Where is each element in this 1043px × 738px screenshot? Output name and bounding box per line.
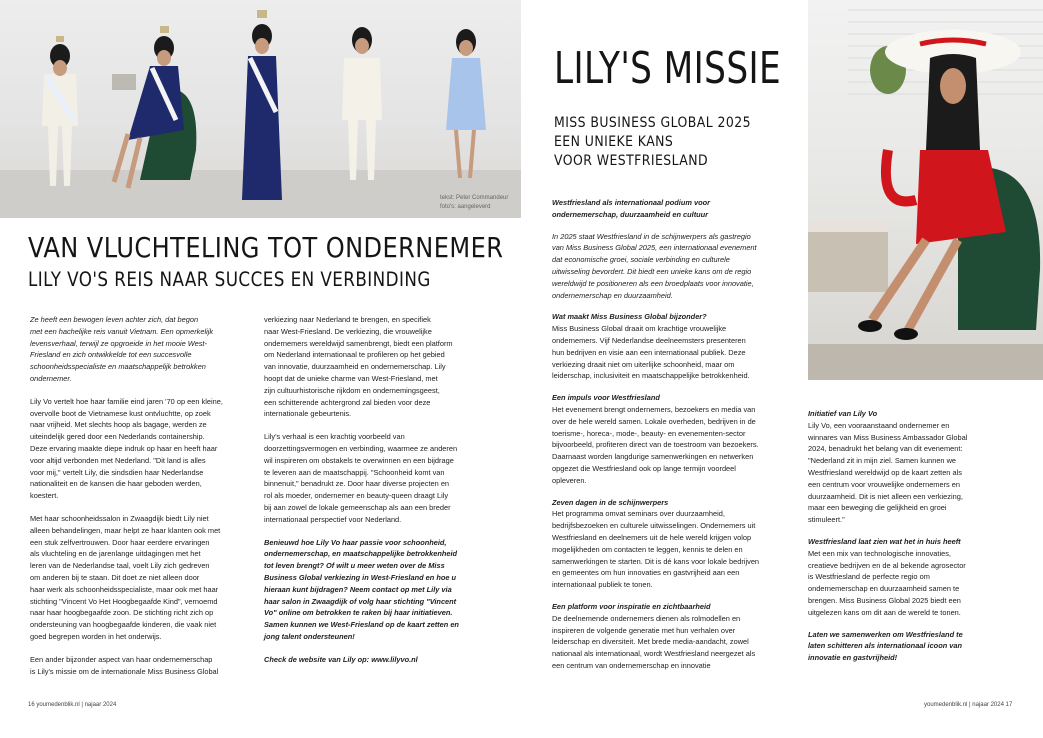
- article-column-1: [30, 314, 252, 688]
- page-headline: VAN VLUCHTELING TOT ONDERNEMER: [28, 231, 504, 264]
- paragraph: Met een mix van technologische innovaties, creatieve bedrijven en de al bekende agrosector is Westfriesland de perfecte regio om ondernemerschap en duurzaamheid samen te brengen. Miss Business Global 2025 biedt een uitgelezen kans om dit aan de wereld te tonen.: [808, 548, 966, 617]
- paragraph: Lily Vo vertelt hoe haar familie eind jaren '70 op een kleine, overvolle boot de Vietnamese kust ontvluchtte, op zoek naar vrijheid. Met slechts hoop als bagage, werden ze uiteindelijk gered door een Nederlands containership. Deze ervaring maakte diepe indruk op haar en heeft haar voor altijd verbonden met Nederland. "Dit land is alles voor mij," vertelt Lily, die sindsdien haar Nederlandse nationaliteit en de kansen die haar geboden werden, koestert.: [30, 396, 223, 501]
- woman-standing-navy-gown: [242, 10, 282, 200]
- section-heading: Wat maakt Miss Business Global bijzonder?: [552, 312, 707, 322]
- page-subheadline: LILY VO'S REIS NAAR SUCCES EN VERBINDING: [28, 268, 431, 291]
- section-heading: Een impuls voor Westfriesland: [552, 393, 660, 403]
- article-column-4: [808, 408, 1023, 664]
- paragraph: Het evenement brengt ondernemers, bezoekers en media van over de hele wereld samen. Lokale overheden, bedrijven in de toerisme-, horeca-, mode-, beauty- en evenementen-sector bijvoorbeeld, profiteren direct van de toestroom van bezoekers. Daarnaast worden langdurige samenwerkingen en netwerken opgezet die Westfriesland ook op lange termijn voordeel opleveren.: [552, 404, 759, 485]
- woman-light-blue-dress: [446, 29, 486, 178]
- subtitle-line-3: VOOR WESTFRIESLAND: [554, 153, 709, 169]
- paragraph: verkiezing naar Nederland te brengen, en specifiek naar West-Friesland. De verkiezing, die vrouwelijke ondernemers wereldwijd samenbrengt, biedt een platform om Nederland internationaal te profileren op het gebied van innovatie, duurzaamheid en ondernemerschap. Lily hoopt dat de unieke charme van West-Friesland, met zijn cultuurhistorische rijkdom en ondernemingsgeest, een schitterende achtergrond zal bieden voor deze internationale gebeurtenis.: [264, 315, 453, 419]
- section-heading: Westfriesland laat zien wat het in huis heeft: [808, 536, 961, 546]
- paragraph: De deelnemende ondernemers dienen als rolmodellen en inspireren de volgende generatie met hun verhalen over leiderschap en diversiteit. Met brede media-aandacht, zowel nationaal als internationaal, wordt Westfriesland neergezet als een centrum van ondernemerschap en innovatie: [552, 613, 756, 670]
- right-page-title: LILY'S MISSIE: [554, 43, 782, 94]
- lead-paragraph: In 2025 staat Westfriesland in de schijnwerpers als gastregio van Miss Business Global 2025, een internationaal evenement dat economische groei, sociale verbinding en culturele uitwisseling bevordert. Dit biedt een unieke kans om de regio wereldwijd te positioneren als een broedplaats voor innovatie, ondernemerschap en duurzaamheid.: [552, 231, 757, 300]
- woman-white-suit-left: [42, 36, 78, 186]
- section-heading: Zeven dagen in de schijnwerpers: [552, 497, 669, 507]
- article-column-3: [552, 197, 802, 672]
- paragraph: Miss Business Global draait om krachtige vrouwelijke ondernemers. Vijf Nederlandse deelneemsters presenteren hun bedrijven en visie aan een internationaal publiek. Deze verkiezing draait niet om uiterlijke schoonheid, maar om leiderschap, inclusiviteit en maatschappelijke betrokkenheid.: [552, 324, 750, 381]
- lead-heading: Westfriesland als internationaal podium voor ondernemerschap, duurzaamheid en cultuur: [552, 198, 710, 219]
- website-link-text[interactable]: Check de website van Lily op: www.lilyvo.nl: [264, 654, 418, 664]
- paragraph: Een ander bijzonder aspect van haar ondernemerschap is Lily's missie om de internationale Miss Business Global: [30, 654, 219, 676]
- subtitle-line-1: MISS BUSINESS GLOBAL 2025: [554, 115, 751, 131]
- photo-illustration: [0, 0, 521, 218]
- call-to-action-paragraph: Benieuwd hoe Lily Vo haar passie voor schoonheid, ondernemerschap, en maatschappelijke betrokkenheid tot leven brengt? Of wilt u meer weten over de Miss Business Global verkiezing in West-Friesland en hoe u hieraan kunt bijdragen? Neem contact op met Lily via haar salon in Zwaagdijk of volg haar stichting "Vincent Vo" online om betrokken te raken bij haar initiatieven. Samen kunnen we West-Friesland op de kaart zetten en jong talent ondersteunen!: [264, 537, 459, 641]
- photo-illustration: [808, 0, 1043, 380]
- left-page-footer: 16 youmedenblik.nl | najaar 2024: [28, 702, 117, 708]
- woman-seated-navy-dress: [112, 26, 196, 188]
- paragraph: Het programma omvat seminars over duurzaamheid, bedrijfsbezoeken en culturele uitwisselingen. Ondernemers uit Westfriesland en deelnemers uit de hele wereld krijgen volop mogelijkheden om contacten te leggen, kennis te delen en samenwerkingen te starten. Dit is dé kans voor lokale bedrijven en gemeentes om hun innovaties en gastvrijheid aan een internationaal publiek te tonen.: [552, 509, 760, 590]
- photo-lily-red-dress-hat: [808, 0, 1043, 380]
- photo-five-women-with-crowns: [0, 0, 521, 218]
- closing-statement: Laten we samenwerken om Westfriesland te laten schitteren als internationaal icoon van innovatie en gastvrijheid!: [808, 629, 963, 663]
- intro-paragraph: Ze heeft een bewogen leven achter zich, dat begon met een hachelijke reis vanuit Vietnam. Een opmerkelijk levensverhaal, terwijl ze opgroeide in het mooie West- Friesland en zich ontwikkelde tot een succesvolle schoonheidsspecialiste en maatschappelijk betrokken ondernemer.: [30, 315, 214, 383]
- woman-white-suit-right: [342, 27, 382, 180]
- paragraph: Lily Vo, een vooraanstaand ondernemer en winnares van Miss Business Ambassador Global 2024, benadrukt het belang van dit evenement: "Nederland zit in mijn ziel. Samen kunnen we Westfriesland wereldwijd op de kaart zetten als een centrum voor vrouwelijke ondernemers en duurzaamheid. Dit is niet alleen een verkiezing, maar een beweging die gelijkheid en groei stimuleert.": [808, 420, 968, 525]
- section-heading: Initiatief van Lily Vo: [808, 409, 878, 418]
- section-heading: Een platform voor inspiratie en zichtbaarheid: [552, 601, 711, 611]
- paragraph: Lily's verhaal is een krachtig voorbeeld van doorzettingsvermogen en verbinding, waarmee ze anderen wil inspireren om obstakels te overwinnen en een bijdrage te leveren aan de maatschappij. "Schoonheid komt van binnenuit," benadrukt ze. Door haar diverse projecten en rol als moeder, ondernemer en beauty-queen draagt Lily bij aan zowel de lokale gemeenschap als aan een breder internationaal perspectief voor Nederland.: [264, 432, 458, 524]
- paragraph: Met haar schoonheidssalon in Zwaagdijk biedt Lily niet alleen behandelingen, maar helpt ze haar klanten ook met een stuk zelfvertrouwen. Door haar eerdere ervaringen als vluchteling en de jarenlange uitdagingen met het leren van de Nederlandse taal, voelt Lily zich gedreven om anderen bij te staan. Dit doet ze niet alleen door haar werk als schoonheidsspecialiste, maar ook met haar stichting "Vincent Vo Het Hoogbegaafde Kind", vernoemd naar haar hoogbegaafde zoon. De stichting richt zich op ondersteuning van hoogbegaafde kinderen, die vaak niet goed begrepen worden in het onderwijs.: [30, 513, 221, 641]
- photo-credit-text: tekst: Peter Commandeur: [440, 195, 509, 201]
- right-page-footer: youmedenblik.nl | najaar 2024 17: [924, 702, 1013, 708]
- article-column-2: [264, 314, 494, 677]
- subtitle-line-2: EEN UNIEKE KANS: [554, 134, 674, 150]
- photo-credit-photos: foto's: aangeleverd: [440, 204, 491, 210]
